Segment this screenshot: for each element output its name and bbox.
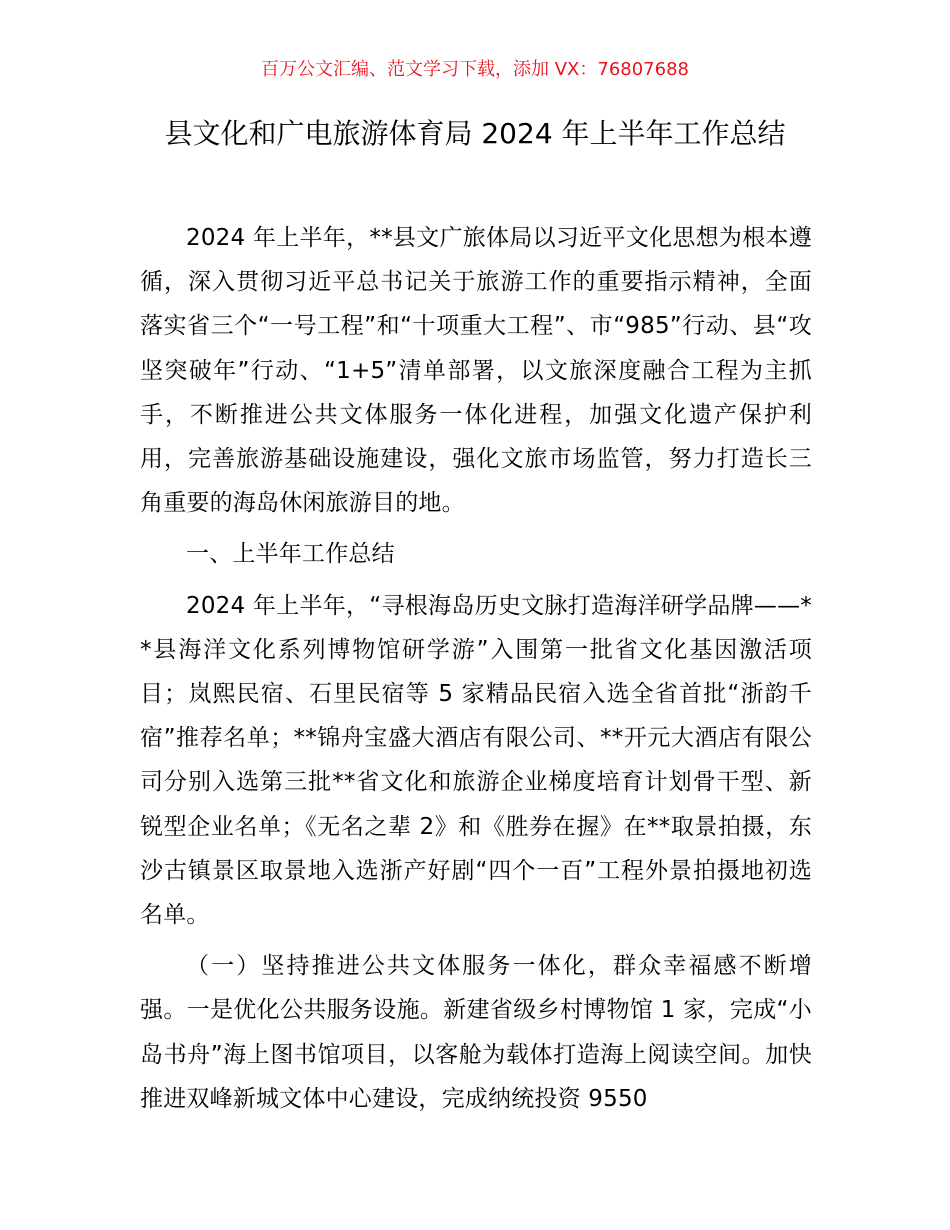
watermark-banner: 百万公文汇编、范文学习下载，添加 VX：76807688 xyxy=(261,59,689,80)
paragraph-public-services: （一）坚持推进公共文体服务一体化，群众幸福感不断增强。一是优化公共服务设施。新建省级乡村博物馆 1 家，完成“小岛书舟”海上图书馆项目，以客舱为载体打造海上阅读空间。加快推进双峰新城文体中心建设，完成纳统投资 9550 xyxy=(140,953,812,1112)
document-body xyxy=(140,216,812,1121)
section-heading: 一、上半年工作总结 xyxy=(186,541,395,568)
paragraph-achievements: 2024 年上半年，“寻根海岛历史文脉打造海洋研学品牌——**县海洋文化系列博物馆研学游”入围第一批省文化基因激活项目；岚熙民宿、石里民宿等 5 家精品民宿入选全省首批“浙韵千宿”推荐名单；**锦舟宝盛大酒店有限公司、**开元大酒店有限公司分别入选第三批**省文化和旅游企业梯度培育计划骨干型、新锐型企业名单；《无名之辈 2》和《胜券在握》在**取景拍摄，东沙古镇景区取景地入选浙产好剧“四个一百”工程外景拍摄地初选名单。 xyxy=(140,592,812,929)
paragraph-intro: 2024 年上半年，**县文广旅体局以习近平文化思想为根本遵循，深入贯彻习近平总书记关于旅游工作的重要指示精神，全面落实省三个“一号工程”和“十项重大工程”、市“985”行动、县“攻坚突破年”行动、“1+5”清单部署，以文旅深度融合工程为主抓手，不断推进公共文体服务一体化进程，加强文化遗产保护利用，完善旅游基础设施建设，强化文旅市场监管，努力打造长三角重要的海岛休闲旅游目的地。 xyxy=(140,225,812,517)
document-title: 县文化和广电旅游体育局 2024 年上半年工作总结 xyxy=(164,117,786,150)
